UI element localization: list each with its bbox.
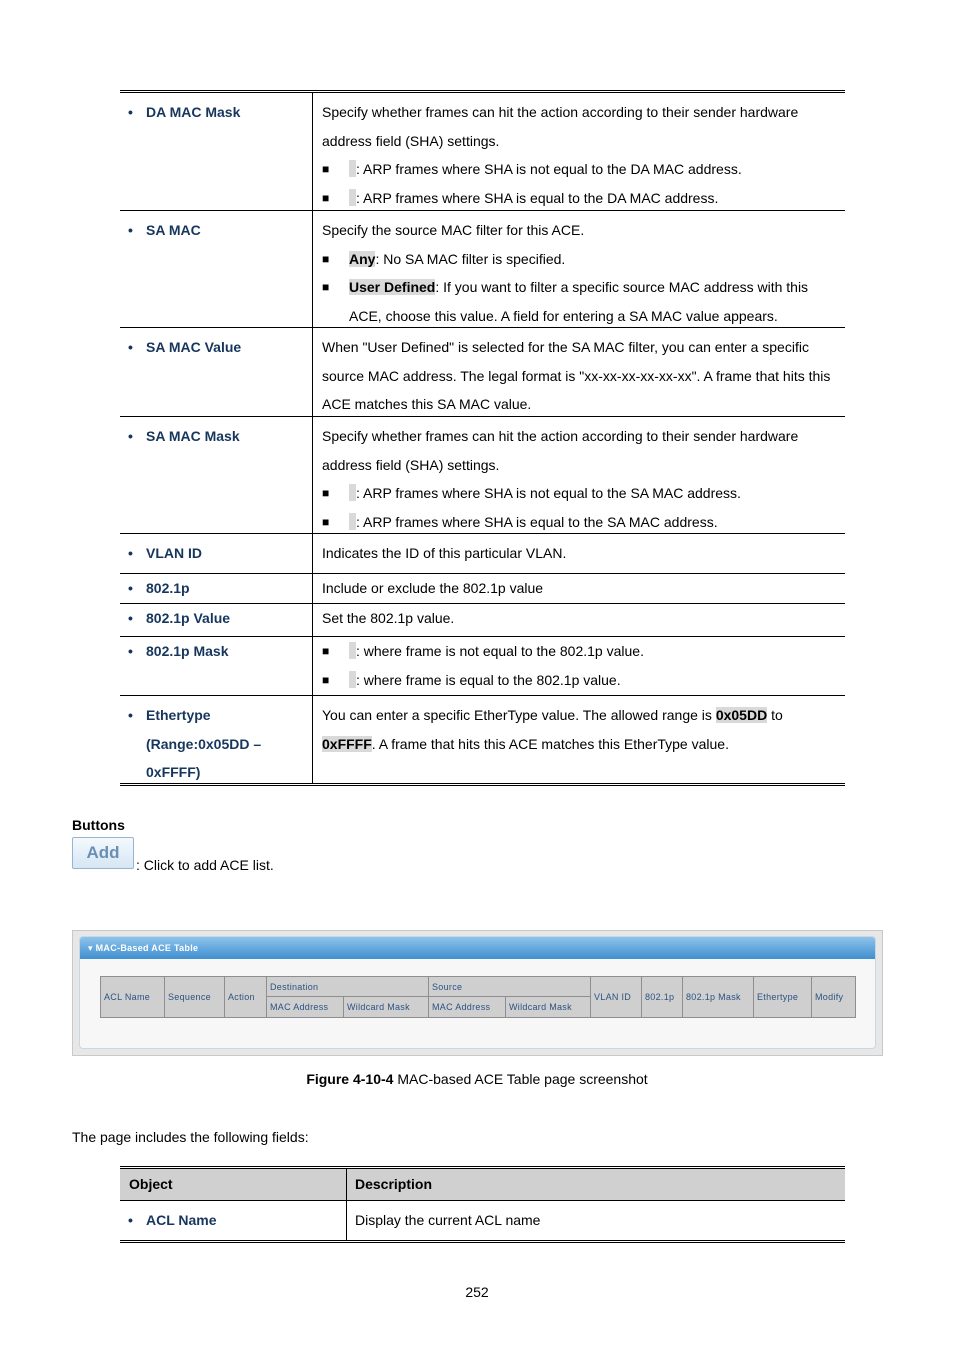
table-row — [120, 417, 845, 534]
col-modify: Modify — [815, 992, 844, 1002]
description-text: Indicates the ID of this particular VLAN. — [322, 545, 567, 561]
description-cell — [313, 417, 845, 533]
table-row — [120, 574, 845, 604]
col-dst-mac: MAC Address — [267, 997, 344, 1017]
description-text: Specify whether frames can hit the action according to their sender hardware address field (SHA) settings. — [322, 428, 799, 473]
blank-placeholder — [349, 642, 356, 659]
col-dst-mask: Wildcard Mask — [344, 997, 429, 1017]
option-text: : ARP frames where SHA is equal to the SA MAC address. — [356, 513, 718, 530]
description-cell — [313, 328, 845, 416]
square-bullet-icon: ■ — [322, 162, 330, 177]
object-name: ACL Name — [146, 1212, 217, 1228]
collapse-arrow-icon[interactable]: ▾ — [88, 943, 96, 953]
option-text: : If you want to filter a specific source MAC address with this ACE, choose this value. A field for entering a SA MAC value appears. — [349, 279, 809, 324]
description-cell — [313, 93, 845, 210]
table-row — [120, 211, 845, 328]
bullet-icon: • — [128, 643, 133, 659]
col-src-mask: Wildcard Mask — [506, 997, 591, 1017]
ace-table-header — [100, 976, 856, 1018]
description-text: Display the current ACL name — [355, 1212, 541, 1228]
option-text: : ARP frames where SHA is equal to the DA MAC address. — [356, 189, 719, 206]
col-acl-name: ACL Name — [101, 977, 165, 1017]
description-cell — [313, 211, 845, 327]
panel-title: MAC-Based ACE Table — [95, 943, 199, 953]
description-text: Specify whether frames can hit the action according to their sender hardware address field (SHA) settings. — [322, 104, 799, 149]
fields-table — [120, 1166, 845, 1243]
option-text: : ARP frames where SHA is not equal to the DA MAC address. — [356, 161, 742, 178]
option-text: : ARP frames where SHA is not equal to the SA MAC address. — [356, 485, 741, 502]
description-text: Specify the source MAC filter for this ACE. — [322, 222, 585, 238]
add-caption: : Click to add ACE list. — [136, 857, 274, 873]
bullet-icon: • — [128, 339, 133, 355]
object-name: SA MAC Mask — [146, 428, 240, 444]
bullet-icon: • — [128, 545, 133, 561]
blank-placeholder — [349, 160, 356, 177]
table-row — [120, 534, 845, 574]
object-name: DA MAC Mask — [146, 104, 241, 120]
square-bullet-icon: ■ — [322, 514, 330, 529]
description-text: When "User Defined" is selected for the SA MAC filter, you can enter a specific source MAC address. The legal format is "xx-xx-xx-xx-xx-xx". A frame that hits this ACE matches this SA MAC value. — [322, 339, 831, 413]
object-name: SA MAC — [146, 222, 201, 238]
section-heading: Buttons — [72, 817, 125, 833]
bullet-icon: • — [128, 222, 133, 238]
header-description: Description — [355, 1176, 433, 1192]
col-8021p: 802.1p — [642, 977, 683, 1017]
description-cell — [313, 534, 845, 573]
page-number: 252 — [465, 1284, 489, 1300]
square-bullet-icon: ■ — [322, 190, 330, 205]
option-text: : where frame is not equal to the 802.1p value. — [356, 643, 644, 659]
object-cell — [120, 604, 313, 636]
parameter-table — [120, 90, 845, 786]
object-cell — [120, 93, 313, 210]
object-cell — [120, 696, 313, 783]
description-cell — [313, 604, 845, 636]
col-action: Action — [225, 977, 267, 1017]
object-name: SA MAC Value — [146, 339, 242, 355]
object-name: 802.1p Mask — [146, 643, 229, 659]
square-bullet-icon: ■ — [322, 672, 330, 687]
description-cell — [313, 574, 845, 603]
description-cell — [313, 637, 845, 695]
description-text: Include or exclude the 802.1p value — [322, 580, 544, 596]
bullet-icon: • — [128, 104, 133, 120]
object-name: Ethertype (Range:0x05DD – 0xFFFF) — [146, 707, 262, 781]
description-cell — [347, 1201, 845, 1240]
object-cell — [120, 211, 313, 327]
bullet-icon: • — [128, 610, 133, 626]
bullet-icon: • — [128, 707, 133, 723]
col-ethertype: Ethertype — [754, 977, 812, 1017]
col-sequence: Sequence — [165, 977, 225, 1017]
figure-caption: Figure 4-10-4 MAC-based ACE Table page screenshot — [306, 1071, 648, 1087]
col-source: Source — [429, 977, 591, 997]
object-name: VLAN ID — [146, 545, 202, 561]
square-bullet-icon: ■ — [322, 280, 330, 295]
bullet-icon: • — [128, 428, 133, 444]
object-cell — [120, 328, 313, 416]
square-bullet-icon: ■ — [322, 486, 330, 501]
object-cell — [120, 534, 313, 573]
add-button[interactable]: Add — [72, 837, 134, 869]
bullet-icon: • — [128, 1212, 133, 1228]
blank-placeholder — [349, 484, 356, 501]
option-text: : No SA MAC filter is specified. — [375, 250, 566, 267]
table-row — [120, 93, 845, 211]
option-label: Any — [349, 250, 376, 267]
col-vlan-id: VLAN ID — [591, 977, 642, 1017]
blank-placeholder — [349, 189, 356, 206]
intro-text: The page includes the following fields: — [72, 1129, 309, 1145]
object-cell — [120, 417, 313, 533]
bullet-icon: • — [128, 580, 133, 596]
option-label: User Defined — [349, 279, 436, 296]
object-cell — [120, 1201, 347, 1240]
col-destination: Destination — [267, 977, 429, 997]
option-text: : where frame is equal to the 802.1p value. — [356, 671, 621, 688]
col-8021p-mask: 802.1p Mask — [683, 977, 754, 1017]
table-row — [120, 696, 845, 783]
col-src-mac: MAC Address — [429, 997, 506, 1017]
blank-placeholder — [349, 671, 356, 688]
table-row — [120, 637, 845, 696]
description-text: Set the 802.1p value. — [322, 610, 455, 626]
object-name: 802.1p — [146, 580, 190, 596]
object-name: 802.1p Value — [146, 610, 231, 626]
table-row — [120, 1201, 845, 1240]
object-cell — [120, 574, 313, 603]
description-cell — [313, 696, 845, 783]
blank-placeholder — [349, 513, 356, 530]
square-bullet-icon: ■ — [322, 644, 330, 658]
header-object: Object — [120, 1169, 347, 1200]
table-row — [120, 328, 845, 417]
table-header — [120, 1169, 845, 1201]
table-row — [120, 604, 845, 637]
panel-header[interactable] — [80, 937, 875, 959]
square-bullet-icon: ■ — [322, 251, 330, 266]
object-cell — [120, 637, 313, 695]
description-text: You can enter a specific EtherType value. The allowed range is 0x05DD to 0xFFFF. A frame that hits this ACE matches this EtherType value. — [322, 707, 783, 752]
